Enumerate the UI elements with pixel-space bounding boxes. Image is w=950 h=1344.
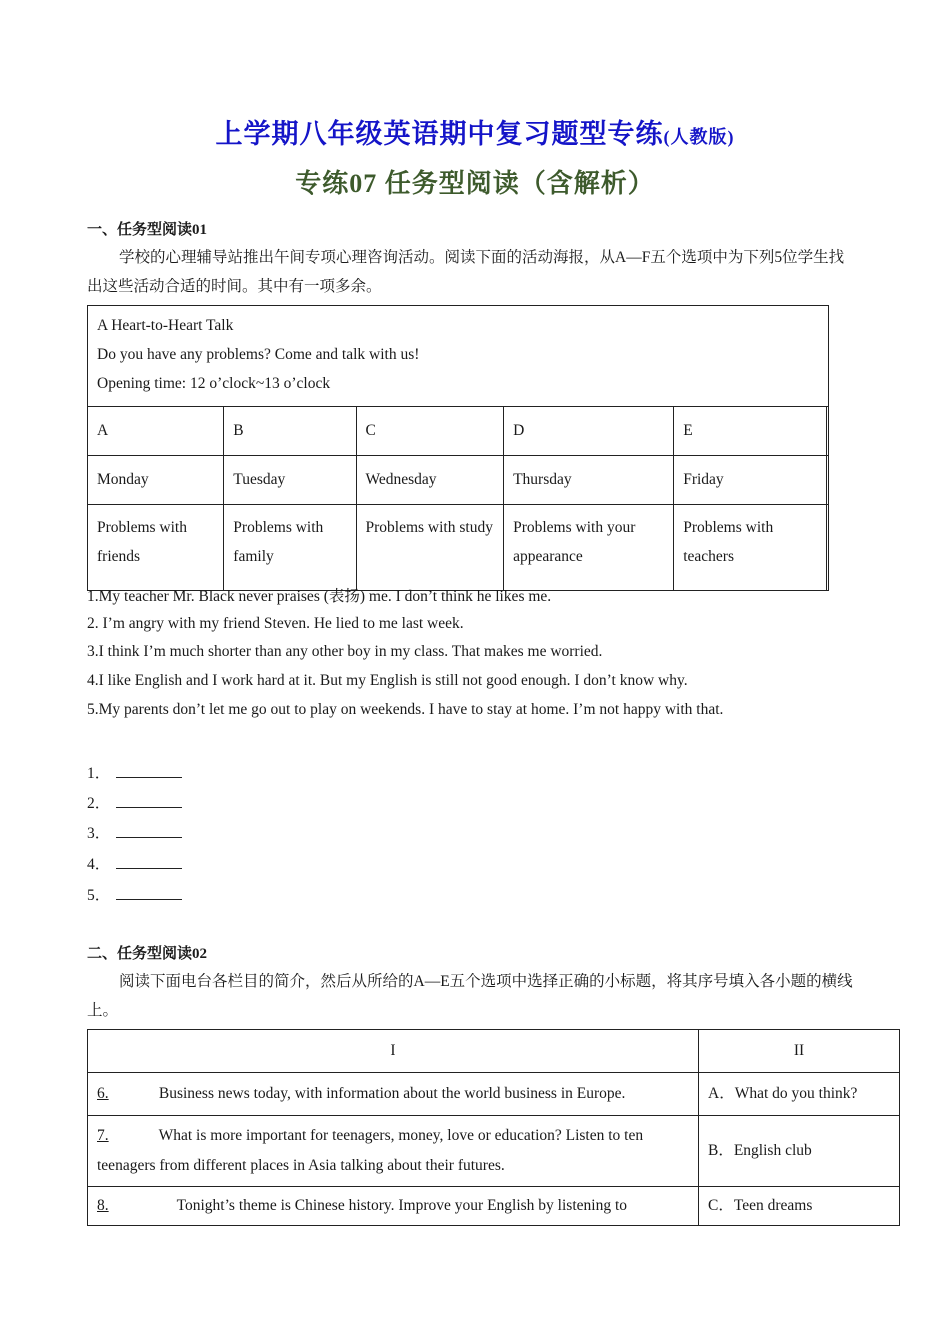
section2-instructions: 阅读下面电台各栏目的简介，然后从所给的A—E五个选项中选择正确的小标题，将其序号填入各小题的横线上。 <box>87 973 853 1019</box>
poster-title: A Heart-to-Heart Talk <box>97 317 234 334</box>
answer-line <box>87 821 182 843</box>
student-statement: 2. I’m angry with my friend Steven. He lied to me last week. <box>87 615 464 632</box>
poster-letter-cell: E <box>674 407 827 456</box>
table-row <box>88 1116 900 1187</box>
answer-line <box>87 761 182 783</box>
poster-opening-time: Opening time: 12 o’clock~13 o’clock <box>97 375 331 392</box>
program-description <box>88 1116 699 1187</box>
poster-header <box>88 306 829 407</box>
table-row <box>88 1073 900 1116</box>
answer-number: 2． <box>87 795 111 812</box>
poster-letter-cell: A <box>88 407 224 456</box>
table-header-row <box>88 1030 900 1073</box>
poster-topic-cell: Problems with family <box>224 505 356 591</box>
answer-line <box>87 852 182 874</box>
poster-day-cell: Tuesday <box>224 456 356 505</box>
poster-letter-cell: D <box>504 407 674 456</box>
radio-program-table <box>87 1029 900 1226</box>
student-statement: 1.My teacher Mr. Black never praises (表扬) me. I don’t think he likes me. <box>87 588 552 605</box>
program-text: Business news today, with information about the world business in Europe. <box>158 1085 626 1102</box>
answer-blank[interactable] <box>116 763 182 778</box>
poster-topic-row <box>88 505 829 591</box>
column-header-i: I <box>88 1030 699 1073</box>
student-statement: 4.I like English and I work hard at it. But my English is still not good enough. I don’t know why. <box>87 672 688 689</box>
column-header-ii: II <box>699 1030 900 1073</box>
answer-number: 3． <box>87 825 111 842</box>
poster-letter-row <box>88 407 829 456</box>
poster-day-cell: Friday <box>674 456 827 505</box>
answer-number: 1． <box>87 765 111 782</box>
document-title <box>0 112 950 151</box>
heading-option: C．Teen dreams <box>699 1187 900 1226</box>
poster-letter-cell: B <box>224 407 356 456</box>
poster-topic-cell: Problems with teachers <box>674 505 827 591</box>
poster-topic-cell: Problems with study <box>356 505 504 591</box>
poster-topic-cell: Problems with friends <box>88 505 224 591</box>
question-number-blank[interactable]: 8. <box>97 1197 109 1214</box>
document-subtitle: 专练07 任务型阅读（含解析） <box>295 169 655 198</box>
poster-question: Do you have any problems? Come and talk with us! <box>97 346 420 363</box>
program-description <box>88 1073 699 1116</box>
answer-line <box>87 791 182 813</box>
activity-poster-table <box>87 305 829 591</box>
poster-day-cell: Thursday <box>504 456 674 505</box>
answer-line <box>87 883 182 905</box>
student-statement: 5.My parents don’t let me go out to play on weekends. I have to stay at home. I’m not happy with that. <box>87 701 724 718</box>
answer-blank[interactable] <box>116 854 182 869</box>
answer-number: 5． <box>87 887 111 904</box>
student-statement: 3.I think I’m much shorter than any other boy in my class. That makes me worried. <box>87 643 603 660</box>
poster-letter-cell: C <box>356 407 504 456</box>
heading-option: A．What do you think? <box>699 1073 900 1116</box>
question-number-blank[interactable]: 7. <box>97 1127 109 1144</box>
answer-number: 4． <box>87 856 111 873</box>
poster-empty-cell <box>826 456 828 505</box>
section1-instructions: 学校的心理辅导站推出午间专项心理咨询活动。阅读下面的活动海报，从A—F五个选项中为下列5位学生找出这些活动合适的时间。其中有一项多余。 <box>87 249 845 295</box>
program-description <box>88 1187 699 1226</box>
program-text: What is more important for teenagers, money, love or education? Listen to ten teenagers from different places in Asia talking about their futures. <box>97 1127 644 1174</box>
poster-day-cell: Monday <box>88 456 224 505</box>
program-text: Tonight’s theme is Chinese history. Improve your English by listening to <box>176 1197 627 1214</box>
poster-day-cell: Wednesday <box>356 456 504 505</box>
poster-empty-cell <box>826 505 828 591</box>
title-main: 上学期八年级英语期中复习题型专练 <box>215 119 664 149</box>
poster-empty-cell <box>826 407 828 456</box>
table-row <box>88 1187 900 1226</box>
answer-blank[interactable] <box>116 793 182 808</box>
answer-blank[interactable] <box>116 885 182 900</box>
section1-heading: 一、任务型阅读01 <box>87 222 208 238</box>
question-number-blank[interactable]: 6. <box>97 1085 109 1102</box>
title-edition: (人教版) <box>663 127 735 147</box>
section2-heading: 二、任务型阅读02 <box>87 946 208 962</box>
poster-day-row <box>88 456 829 505</box>
answer-blank[interactable] <box>116 823 182 838</box>
heading-option: B．English club <box>699 1116 900 1187</box>
poster-topic-cell: Problems with your appearance <box>504 505 674 591</box>
